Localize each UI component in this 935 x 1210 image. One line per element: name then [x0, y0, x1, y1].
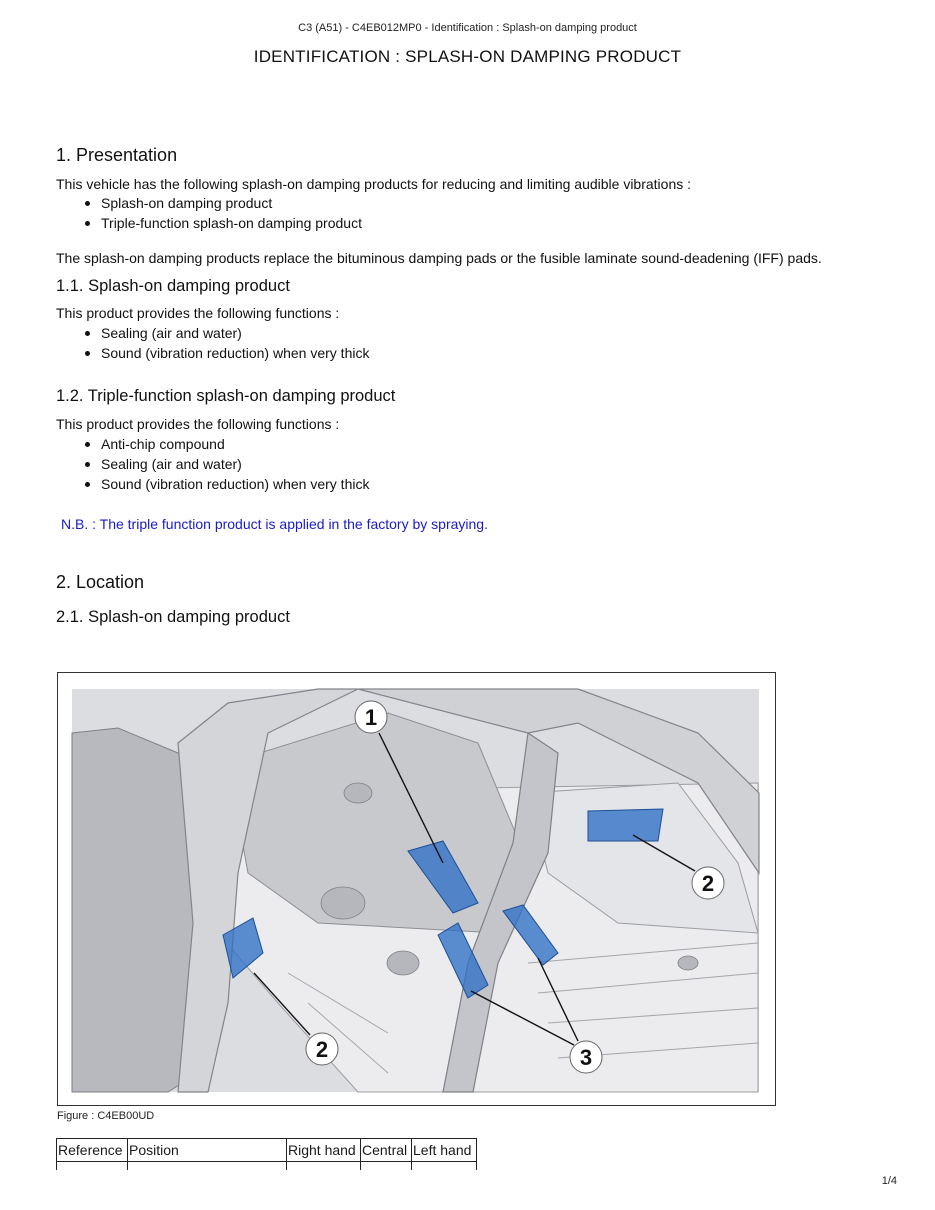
- splash-on-functions-list: [56, 323, 369, 363]
- triple-function-list: [56, 434, 369, 494]
- list-item: Sealing (air and water): [56, 323, 369, 343]
- callout-1: [355, 701, 387, 733]
- callout-label: 2: [701, 871, 715, 896]
- list-item: Splash-on damping product: [56, 193, 362, 213]
- figure-frame: [57, 672, 776, 1106]
- callout-label: 1: [364, 705, 378, 730]
- nb-note: N.B. : The triple function product is applied in the factory by spraying.: [61, 516, 488, 532]
- section-heading-location: 2. Location: [56, 572, 145, 592]
- section-heading-triple-function: 1.2. Triple-function splash-on damping product: [56, 387, 396, 405]
- section-heading-presentation: 1. Presentation: [56, 145, 178, 165]
- list-item: Sound (vibration reduction) when very thick: [56, 474, 369, 494]
- page-number: 1/4: [881, 1175, 897, 1187]
- callout-label: 2: [315, 1037, 329, 1062]
- document-title: IDENTIFICATION : SPLASH-ON DAMPING PRODUCT: [253, 47, 682, 66]
- presentation-paragraph: The splash-on damping products replace the bituminous damping pads or the fusible laminate sound-deadening (IFF) pads.: [56, 250, 822, 266]
- list-item: Triple-function splash-on damping product: [56, 213, 362, 233]
- callout-label: 3: [579, 1045, 593, 1070]
- list-item: Sealing (air and water): [56, 454, 369, 474]
- callout-2: [306, 1033, 338, 1065]
- list-item: Sound (vibration reduction) when very thick: [56, 343, 369, 363]
- vehicle-body-illustration: [58, 673, 775, 1105]
- section-heading-splash-on: 1.1. Splash-on damping product: [56, 277, 290, 295]
- column-header-central: Central: [361, 1139, 412, 1162]
- splash-on-intro: This product provides the following functions :: [56, 305, 340, 321]
- running-header: C3 (A51) - C4EB012MP0 - Identification : Splash-on damping product: [298, 22, 637, 34]
- list-item: Anti-chip compound: [56, 434, 369, 454]
- table-row: [57, 1162, 477, 1171]
- table-header-row: [57, 1139, 477, 1162]
- column-header-position: Position: [128, 1139, 287, 1162]
- column-header-right-hand: Right hand: [287, 1139, 361, 1162]
- reference-table: [56, 1138, 477, 1170]
- section-heading-location-splash-on: 2.1. Splash-on damping product: [56, 608, 290, 626]
- damping-patch: [588, 809, 663, 841]
- column-header-left-hand: Left hand: [412, 1139, 477, 1162]
- triple-function-intro: This product provides the following functions :: [56, 416, 340, 432]
- figure-caption: Figure : C4EB00UD: [57, 1110, 155, 1122]
- callout-3: [570, 1041, 602, 1073]
- presentation-intro: This vehicle has the following splash-on damping products for reducing and limiting audible vibrations :: [56, 176, 692, 192]
- callout-2: [692, 867, 724, 899]
- column-header-reference: Reference: [57, 1139, 128, 1162]
- presentation-list: [56, 193, 362, 233]
